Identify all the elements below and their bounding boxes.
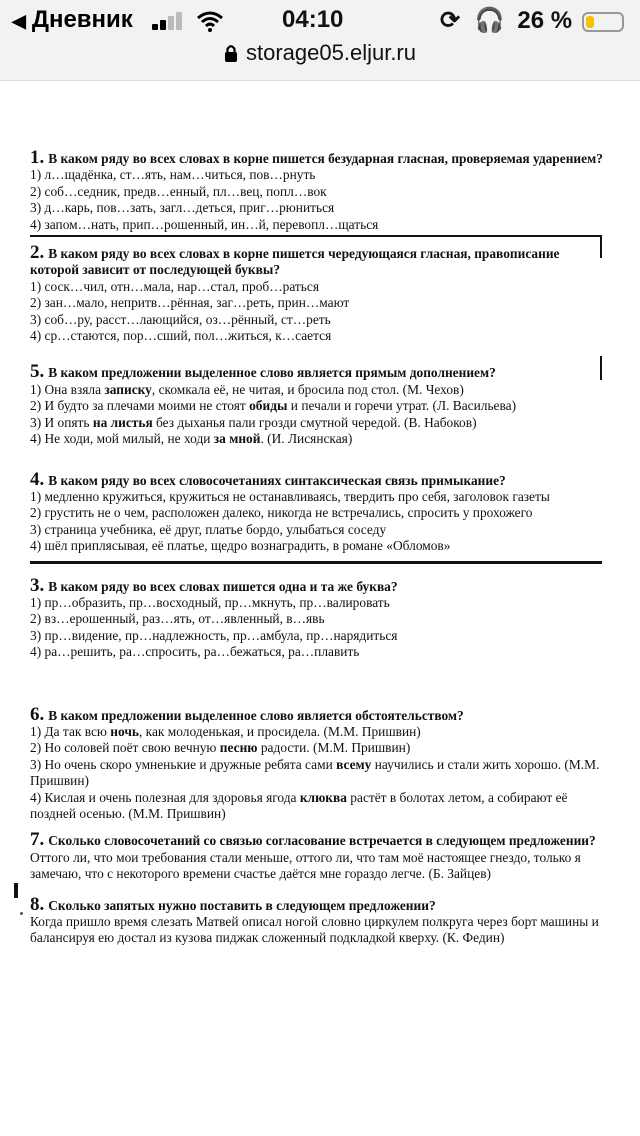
answer-option: 2) вз…ерошенный, раз…ять, от…явленный, в…явь xyxy=(30,611,325,627)
orientation-lock-icon: ⟳ xyxy=(440,7,461,34)
highlighted-word: на листья xyxy=(92,414,153,430)
highlighted-word: песню xyxy=(219,740,258,756)
url-text: storage05.eljur.ru xyxy=(246,40,416,65)
question-number: 3. xyxy=(30,574,45,596)
answer-option: 4) Кислая и очень полезная для здоровья ягода клюква растёт в болотах летом, а собирают её поздней осенью. (М.М. Пришвин) xyxy=(30,789,568,821)
question-number: 2. xyxy=(30,242,45,264)
highlighted-word: записку xyxy=(104,381,152,397)
answer-option: 3) Но очень скоро умненькие и дружные ребята сами всему научились и стали жить хорошо. (М.М. Пришвин) xyxy=(30,756,600,789)
scan-margin-line xyxy=(600,236,602,258)
answer-option: 3) соб…ру, расст…лающийся, оз…рённый, ст…реть xyxy=(30,311,331,327)
answer-option: 1) Она взяла записку, скомкала её, не читая, и бросила под стол. (М. Чехов) xyxy=(30,381,464,397)
question-number: 6. xyxy=(30,703,45,725)
question-7 xyxy=(30,829,610,882)
question-number: 5. xyxy=(30,361,45,383)
clock-time: 04:10 xyxy=(282,6,344,33)
highlighted-word: всему xyxy=(336,756,372,772)
answer-option: 4) ср…стаются, пор…сший, пол…житься, к…сается xyxy=(30,328,332,344)
headphones-icon: 🎧 xyxy=(474,7,505,34)
lock-icon xyxy=(224,44,238,62)
question-number: 1. xyxy=(30,147,45,168)
question-4 xyxy=(30,468,610,555)
question-body-text: Оттого ли, что мои требования стали меньше, оттого ли, что там моё настоящее гнездо, только я замечаю, что с некоторого времени счастье даётся мне гораздо легче. (Б. Зайцев) xyxy=(30,849,581,882)
wifi-icon xyxy=(196,10,224,32)
answer-option: 1) Да так всю ночь, как молоденькая, и просидела. (М.М. Пришвин) xyxy=(30,723,421,739)
question-3 xyxy=(30,574,610,661)
battery-percent: 26 % xyxy=(517,7,573,34)
address-bar[interactable] xyxy=(0,40,640,66)
back-app-label: Дневник xyxy=(31,6,133,33)
answer-option: 1) медленно кружиться, кружиться не останавливаясь, твердить про себя, заголовок газеты xyxy=(30,488,550,504)
answer-option: 4) запом…нать, прип…рошенный, ин…й, перевопл…щаться xyxy=(30,216,379,232)
battery-icon xyxy=(582,12,624,32)
answer-option: 4) шёл приплясывая, её платье, щедро вознаградить, в романе «Обломов» xyxy=(30,538,451,554)
question-title: В каком ряду во всех словах в корне пишется безударная гласная, проверяемая ударением? xyxy=(48,151,603,166)
question-5 xyxy=(30,361,610,447)
question-title: В каком предложении выделенное слово является обстоятельством? xyxy=(48,707,464,723)
answer-option: 2) зан…мало, непритв…рённая, заг…реть, прин…мают xyxy=(30,295,350,311)
highlighted-word: обиды xyxy=(249,398,288,414)
answer-option: 3) страница учебника, её друг, платье бордо, улыбаться соседу xyxy=(30,521,387,537)
question-title: В каком ряду во всех словах в корне пишется чередующаяся гласная, правописание которой зависит от последующей буквы? xyxy=(30,246,560,278)
answer-option: 2) соб…седник, предв…енный, пл…вец, попл…вок xyxy=(30,183,327,199)
answer-option: 1) пр…образить, пр…восходный, пр…мкнуть, пр…валировать xyxy=(30,594,390,610)
back-to-app-button[interactable] xyxy=(12,6,133,34)
question-2 xyxy=(30,242,610,344)
scan-dot xyxy=(20,912,23,915)
question-number: 4. xyxy=(30,468,45,490)
answer-option: 1) л…щадёнка, ст…ять, нам…читься, пов…рнуть xyxy=(30,167,316,183)
answer-option: 2) И будто за плечами моими не стоят обиды и печали и горечи утрат. (Л. Васильева) xyxy=(30,398,517,414)
answer-option: 4) Не ходи, мой милый, не ходи за мной. (И. Лисянская) xyxy=(30,431,353,447)
question-title: Сколько запятых нужно поставить в следующем предложении? xyxy=(48,897,436,913)
question-title: Сколько словосочетаний со связью согласование встречается в следующем предложении? xyxy=(48,833,596,849)
back-arrow-icon: ◀ xyxy=(12,11,26,31)
worksheet-document xyxy=(30,147,610,947)
answer-option: 2) грустить не о чем, расположен далеко, никогда не встречались, спросить у прохожего xyxy=(30,505,533,521)
question-body-text: Когда пришло время слезать Матвей описал ногой словно циркулем полкруга через борт машины и балансируя ею достал из кузова пиджак сложенный подкладкой кверху. (К. Федин) xyxy=(30,914,599,946)
question-number: 7. xyxy=(30,829,45,851)
question-6 xyxy=(30,703,610,823)
highlighted-word: ночь xyxy=(110,723,139,739)
answer-option: 4) ра…решить, ра…спросить, ра…бежаться, ра…плавить xyxy=(30,644,360,660)
question-title: В каком ряду во всех словосочетаниях синтаксическая связь примыкание? xyxy=(48,472,506,488)
divider xyxy=(30,561,602,564)
question-1 xyxy=(30,147,610,233)
scan-margin-line xyxy=(600,356,602,380)
answer-option: 3) пр…видение, пр…надлежность, пр…амбула, пр…нарядиться xyxy=(30,627,398,643)
answer-option: 3) д…карь, пов…зать, загл…деться, приг…рюниться xyxy=(30,200,335,216)
question-number: 8. xyxy=(30,893,45,915)
highlighted-word: за мной xyxy=(213,431,261,447)
question-title: В каком предложении выделенное слово является прямым дополнением? xyxy=(48,365,496,381)
question-8 xyxy=(30,893,610,947)
scan-mark xyxy=(14,883,18,898)
highlighted-word: клюква xyxy=(299,789,347,805)
question-title: В каком ряду во всех словах пишется одна и та же буква? xyxy=(48,578,398,594)
divider xyxy=(30,235,602,237)
answer-option: 3) И опять на листья без дыханья пали грозди смутной чередой. (В. Набоков) xyxy=(30,414,477,430)
browser-status-bar xyxy=(0,0,640,81)
answer-option: 2) Но соловей поёт свою вечную песню радости. (М.М. Пришвин) xyxy=(30,740,411,756)
answer-option: 1) соск…чил, отн…мала, нар…стал, проб…раться xyxy=(30,278,319,294)
cellular-signal-icon xyxy=(152,12,186,30)
